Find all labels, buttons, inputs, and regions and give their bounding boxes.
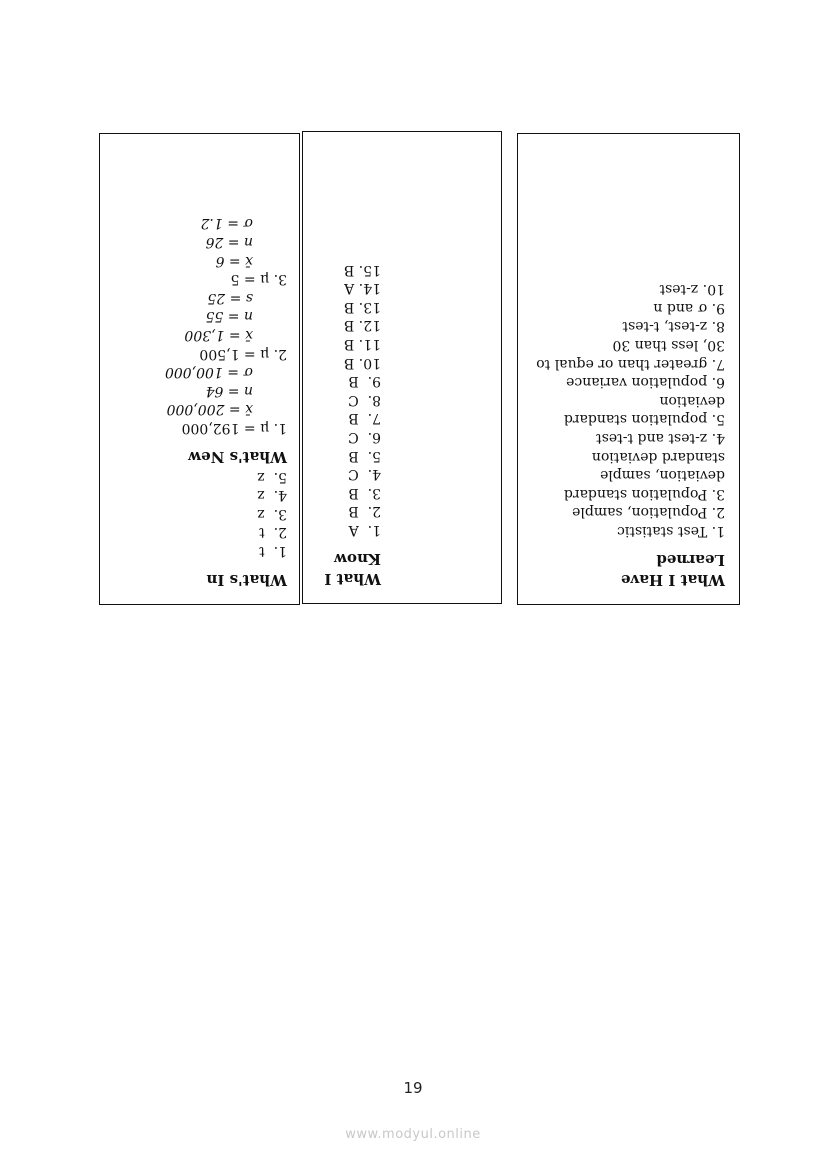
- list-item: deviation: [659, 392, 725, 409]
- list-item: σ = 1.2: [200, 215, 253, 232]
- list-item: 2. Population, sample: [572, 504, 725, 521]
- list-item: 12. B: [343, 317, 381, 334]
- list-item: 9. B: [348, 373, 381, 390]
- list-item: 8. z-test, t-test: [622, 318, 725, 335]
- section-title-learned: [532, 550, 725, 590]
- list-item: 1. t: [259, 543, 287, 559]
- list-item: 6. population variance: [566, 374, 725, 391]
- list-item: 1. μ = 192,000: [181, 420, 287, 437]
- footer-watermark-url: www.modyul.online: [345, 1127, 481, 1142]
- list-item: n = 55: [205, 308, 253, 325]
- list-item: n = 26: [205, 234, 253, 251]
- list-item: 4. z-test and t-test: [596, 430, 725, 447]
- list-item: 3. Population standard: [563, 485, 725, 502]
- answer-box-what-i-have-learned: [517, 133, 740, 605]
- title-line-2: Learned: [656, 551, 725, 569]
- list-item: 5. population standard: [563, 411, 725, 428]
- list-item: 7. B: [348, 410, 381, 427]
- title-line-1: What I Have: [620, 571, 725, 589]
- list-item: 7. greater than or equal to: [536, 355, 725, 372]
- list-item: 3. B: [348, 484, 381, 501]
- list-item: standard deviation: [591, 448, 725, 465]
- list-item: 6. C: [348, 429, 381, 446]
- list-item: 30, less than 30: [612, 337, 725, 354]
- list-item: 1. Test statistic: [617, 523, 725, 539]
- list-item: 3. μ = 5: [230, 271, 287, 288]
- list-item: 2. B: [348, 503, 381, 520]
- list-item: 2. t: [259, 524, 287, 541]
- list-item: 1. A: [348, 522, 381, 538]
- list-item: 4. z: [257, 487, 287, 504]
- list-item: 11. B: [343, 336, 381, 353]
- section-title-know: What I Know: [324, 550, 381, 588]
- list-item: 5. z: [257, 468, 287, 485]
- list-item: n = 64: [205, 382, 253, 399]
- list-item: 5. B: [348, 447, 381, 464]
- list-item: 15. B: [343, 261, 381, 278]
- page-number: 19: [403, 1079, 423, 1097]
- list-item: 4. C: [348, 466, 381, 483]
- list-item: 8. C: [348, 391, 381, 408]
- answer-box-what-i-know: [302, 131, 502, 604]
- list-item: 13. B: [343, 298, 381, 315]
- list-item: deviation, sample: [600, 467, 725, 484]
- list-item: 10. B: [343, 354, 381, 371]
- list-item: 9. σ and n: [653, 299, 725, 316]
- section-title-whats-in: What's In: [206, 571, 287, 589]
- answer-box-whats-in-whats-new: [99, 133, 300, 605]
- list-item: s = 25: [207, 289, 253, 306]
- list-item: 3. z: [257, 505, 287, 522]
- list-item: x̄ = 200,000: [166, 401, 253, 418]
- list-item: 2. μ = 1,500: [199, 345, 287, 362]
- section-title-whats-new: What's New: [188, 448, 287, 467]
- list-item: 14. A: [344, 280, 381, 297]
- list-item: x̄ = 1,300: [184, 327, 253, 344]
- list-item: σ = 100,000: [164, 364, 253, 381]
- list-item: x̄ = 6: [215, 252, 253, 269]
- list-item: 10. z-test: [659, 281, 725, 298]
